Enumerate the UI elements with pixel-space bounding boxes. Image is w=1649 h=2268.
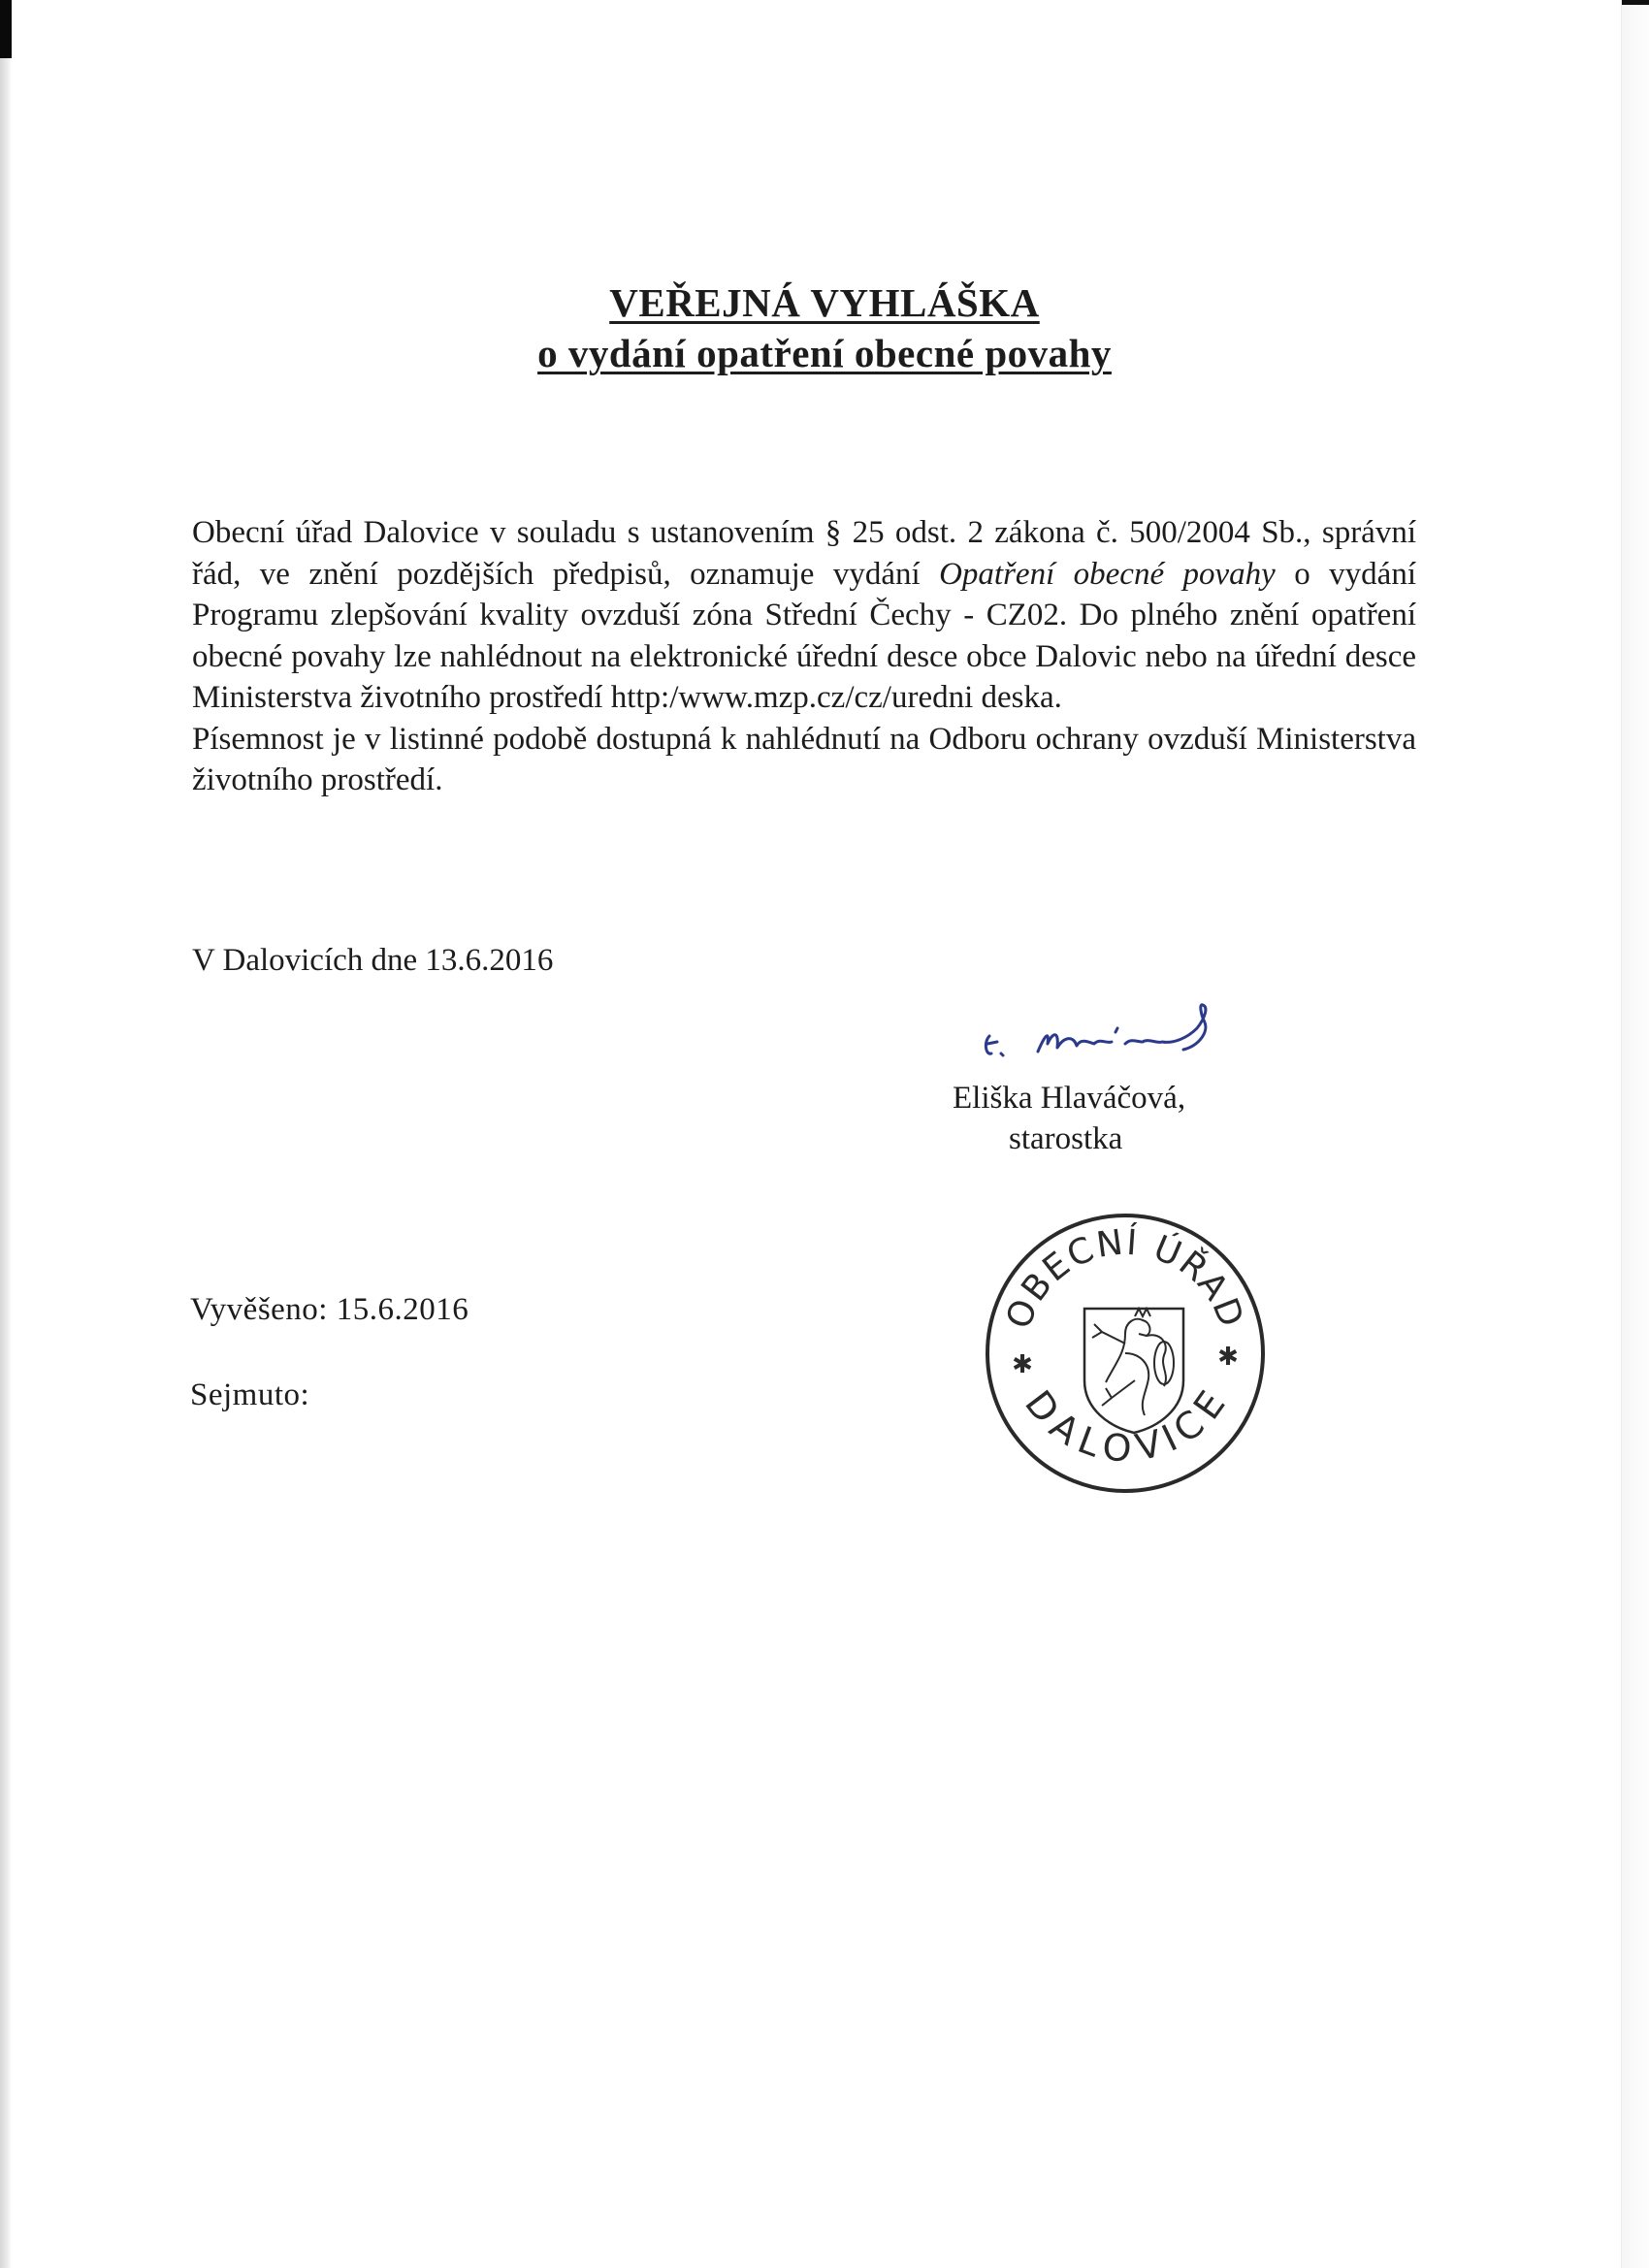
official-stamp [980,1208,1271,1499]
place-date: V Dalovicích dne 13.6.2016 [192,943,554,978]
paragraph-availability: Písemnost je v listinné podobě dostupná k nahlédnutí na Odboru ochrany ovzduší Ministerstva životního prostředí. [192,721,1416,797]
body-text [192,512,1416,801]
stamp-top-text: OBECNÍ ÚŘAD [998,1222,1252,1335]
stamp-bottom-text: DALOVICE [1017,1382,1235,1471]
stamp-star-right: ✱ [1217,1343,1239,1371]
paragraph-text: o vydání Programu zlepšování kvality ovzduší zóna Střední Čechy - CZ02. Do plného znění opatření obecné povahy lze nahlédnout na elektronické úřední desce obce Dalovic nebo na úřední desce Ministerstva životního prostředí http:/www.mzp.cz/cz/uredni deska. [192,556,1416,715]
posted-date: Vyvěšeno: 15.6.2016 [190,1292,469,1327]
title-block [0,279,1649,376]
signature-icon [980,999,1251,1067]
signatory-role: starostka [1009,1121,1123,1156]
paragraph-text: Obecní úřad Dalovice v souladu s ustanovením § 25 odst. 2 zákona č. 500/2004 Sb., správní řád, ve znění pozdějších předpisů, oznamuje vydání [192,515,1416,592]
signatory-name: Eliška Hlaváčová, [953,1081,1186,1116]
scan-mark [1622,0,1649,5]
document-subtitle: o vydání opatření obecné povahy [537,331,1112,375]
document-title: VEŘEJNÁ VYHLÁŠKA [609,280,1040,325]
italic-term: Opatření obecné povahy [939,556,1276,592]
removed-date: Sejmuto: [190,1377,310,1412]
scan-mark [0,0,12,58]
paragraph-announcement [192,512,1416,719]
stamp-star-left: ✱ [1012,1350,1033,1378]
coat-of-arms-icon [1084,1309,1183,1433]
